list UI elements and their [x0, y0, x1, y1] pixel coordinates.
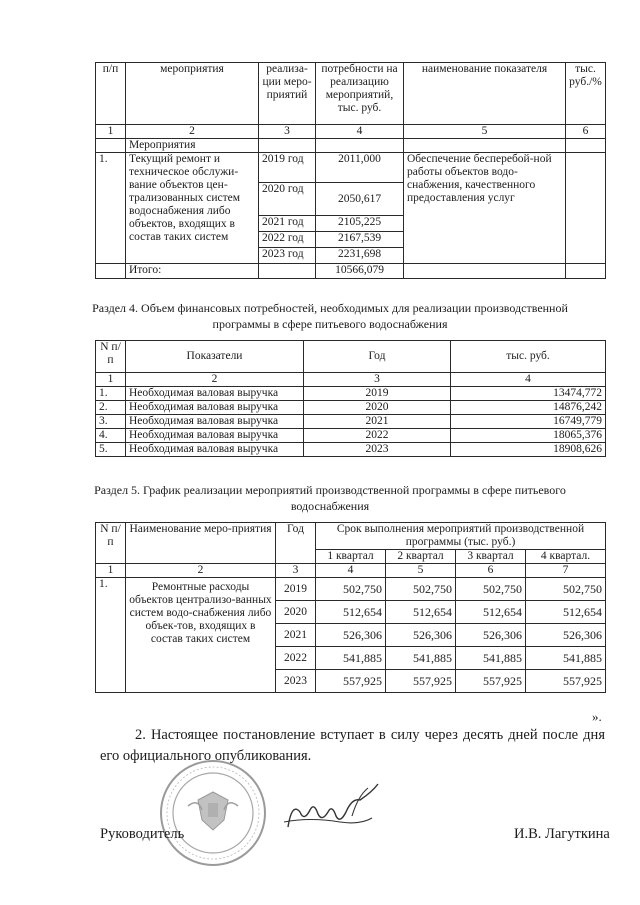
- cell-name: Необходимая валовая выручка: [126, 429, 304, 443]
- cell-q1: 541,885: [316, 647, 386, 670]
- table-row: [96, 387, 606, 401]
- total-label: Итого:: [126, 264, 259, 279]
- effective-date-paragraph: 2. Настоящее постановление вступает в силу через десять дней после дня его официального опубликования.: [100, 727, 605, 764]
- cell-q3: 526,306: [456, 624, 526, 647]
- item-number: 1.: [96, 153, 126, 264]
- section-5-title: Раздел 5. График реализации мероприятий производственной программы в сфере питьевого водоснабжения: [94, 483, 566, 513]
- cell-year: 2022: [304, 429, 451, 443]
- column-number: 2: [126, 373, 304, 387]
- cell-q1: 557,925: [316, 670, 386, 693]
- cell-no: 5.: [96, 443, 126, 457]
- item-number: 1.: [96, 578, 126, 693]
- cell-q2: 541,885: [386, 647, 456, 670]
- quarter-header: 3 квартал: [456, 550, 526, 564]
- year-cell: 2021 год: [259, 216, 316, 232]
- signature-icon: [280, 782, 390, 837]
- cell-no: 2.: [96, 401, 126, 415]
- total-value: 10566,079: [316, 264, 404, 279]
- cell-no: 3.: [96, 415, 126, 429]
- cell-year: 2023: [276, 670, 316, 693]
- cell-q2: 526,306: [386, 624, 456, 647]
- cell-no: 1.: [96, 387, 126, 401]
- header-cell: реализа-ции меро-приятий: [259, 63, 316, 125]
- cell-q4: 502,750: [526, 578, 606, 601]
- table-row: [96, 401, 606, 415]
- schedule-table: [95, 522, 606, 693]
- cell-year: 2019: [276, 578, 316, 601]
- header-cell: мероприятия: [126, 63, 259, 125]
- cell-value: 14876,242: [451, 401, 606, 415]
- cell-q4: 512,654: [526, 601, 606, 624]
- cell-q1: 526,306: [316, 624, 386, 647]
- header-cell: Срок выполнения мероприятий производственной программы (тыс. руб.): [316, 523, 606, 550]
- cell-q3: 512,654: [456, 601, 526, 624]
- header-cell: потребности на реализацию мероприятий, тыс. руб.: [316, 63, 404, 125]
- cell-no: 4.: [96, 429, 126, 443]
- official-seal-icon: [158, 758, 268, 868]
- column-number: 5: [404, 125, 566, 139]
- column-number: 1: [96, 125, 126, 139]
- header-cell: Год: [304, 341, 451, 373]
- column-number: 3: [276, 564, 316, 578]
- table-row: [96, 578, 606, 601]
- header-cell: Год: [276, 523, 316, 564]
- column-number: 2: [126, 125, 259, 139]
- signer-name: И.В. Лагуткина: [514, 826, 610, 842]
- column-number: 2: [126, 564, 276, 578]
- cell-q2: 512,654: [386, 601, 456, 624]
- indicator-name: Обеспечение бесперебой-ной работы объектов водо-снабжения, качественного предоставления услуг: [404, 153, 566, 264]
- quarter-header: 1 квартал: [316, 550, 386, 564]
- cell-q3: 557,925: [456, 670, 526, 693]
- section-4-title: Раздел 4. Объем финансовых потребностей, необходимых для реализации производственной программы в сфере питьевого водоснабжения: [92, 301, 568, 331]
- measures-table: [95, 62, 606, 279]
- cell-q3: 502,750: [456, 578, 526, 601]
- column-number: 1: [96, 564, 126, 578]
- table-row: [96, 415, 606, 429]
- cell-value: 18065,376: [451, 429, 606, 443]
- cell-q2: 502,750: [386, 578, 456, 601]
- cell-year: 2019: [304, 387, 451, 401]
- header-cell: тыс. руб./%: [566, 63, 606, 125]
- cell-q4: 526,306: [526, 624, 606, 647]
- amount-cell: 2231,698: [316, 248, 404, 264]
- cell-year: 2020: [276, 601, 316, 624]
- header-cell: Показатели: [126, 341, 304, 373]
- cell-name: Необходимая валовая выручка: [126, 401, 304, 415]
- cell-year: 2021: [304, 415, 451, 429]
- column-number: 4: [316, 125, 404, 139]
- year-cell: 2022 год: [259, 232, 316, 248]
- column-number: 7: [526, 564, 606, 578]
- column-number: 6: [456, 564, 526, 578]
- header-cell: Наименование меро-приятия: [126, 523, 276, 564]
- cell-year: 2022: [276, 647, 316, 670]
- table-row: [96, 443, 606, 457]
- amount-cell: 2050,617: [316, 183, 404, 216]
- column-number: 6: [566, 125, 606, 139]
- cell-q1: 512,654: [316, 601, 386, 624]
- cell-q4: 557,925: [526, 670, 606, 693]
- cell-value: 16749,779: [451, 415, 606, 429]
- quarter-header: 2 квартал: [386, 550, 456, 564]
- header-cell: наименование показателя: [404, 63, 566, 125]
- item-name: Ремонтные расходы объектов централизо-ванных систем водо-снабжения либо объек-тов, входящих в состав таких систем: [126, 578, 276, 693]
- header-cell: тыс. руб.: [451, 341, 606, 373]
- column-number: 3: [259, 125, 316, 139]
- header-cell: N п/п: [96, 523, 126, 564]
- year-cell: 2019 год: [259, 153, 316, 183]
- cell-value: 18908,626: [451, 443, 606, 457]
- header-cell: N п/п: [96, 341, 126, 373]
- column-number: 5: [386, 564, 456, 578]
- cell-q3: 541,885: [456, 647, 526, 670]
- quarter-header: 4 квартал.: [526, 550, 606, 564]
- cell-q4: 541,885: [526, 647, 606, 670]
- cell-year: 2023: [304, 443, 451, 457]
- cell-year: 2020: [304, 401, 451, 415]
- year-cell: 2023 год: [259, 248, 316, 264]
- cell-q1: 502,750: [316, 578, 386, 601]
- cell-value: 13474,772: [451, 387, 606, 401]
- cell-q2: 557,925: [386, 670, 456, 693]
- amount-cell: 2011,000: [316, 153, 404, 183]
- column-number: 3: [304, 373, 451, 387]
- table-row: [96, 429, 606, 443]
- column-number: 4: [451, 373, 606, 387]
- cell-name: Необходимая валовая выручка: [126, 387, 304, 401]
- cell-name: Необходимая валовая выручка: [126, 415, 304, 429]
- amount-cell: 2167,539: [316, 232, 404, 248]
- section-label: Мероприятия: [126, 139, 259, 153]
- column-number: 1: [96, 373, 126, 387]
- cell-name: Необходимая валовая выручка: [126, 443, 304, 457]
- cell-year: 2021: [276, 624, 316, 647]
- signer-title: Руководитель: [100, 826, 185, 842]
- header-cell: п/п: [96, 63, 126, 125]
- financial-needs-table: [95, 340, 606, 457]
- amount-cell: 2105,225: [316, 216, 404, 232]
- item-name: Текущий ремонт и техническое обслужи-вание объектов цен-трализованных систем водоснабжения либо объектов, входящих в состав таких систем: [126, 153, 259, 264]
- column-number: 4: [316, 564, 386, 578]
- quote-end: ».: [592, 709, 602, 724]
- year-cell: 2020 год: [259, 183, 316, 216]
